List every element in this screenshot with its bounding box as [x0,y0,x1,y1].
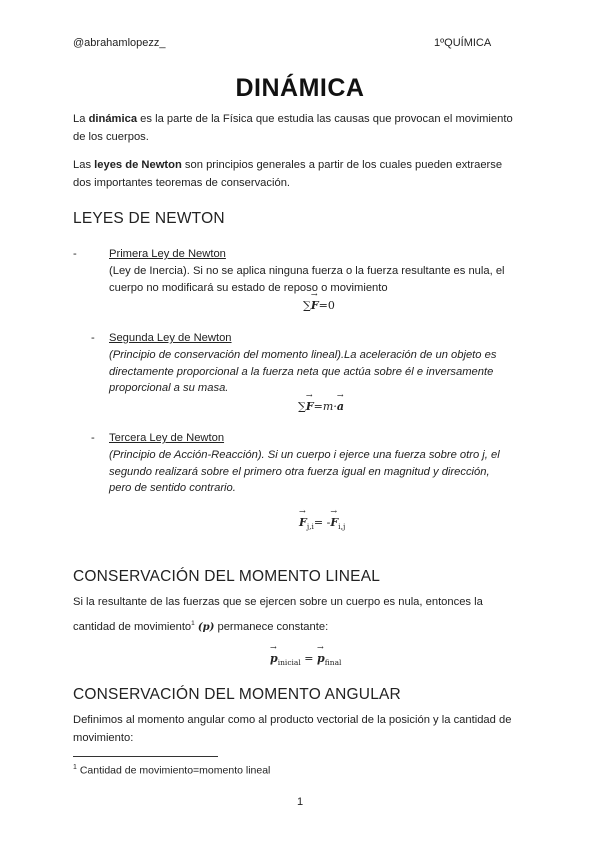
law-1-title: Primera Ley de Newton [109,248,226,260]
page-number: 1 [296,796,304,808]
law-3-formula: → $F_{j,i}= -\to F_{i,j}$ [299,516,345,531]
section-heading-angular-momentum: CONSERVACIÓN DEL MOMENTO ANGULAR [73,686,401,703]
law-3-text: (Principio de Acción-Reacción). Si un cuerpo i ejerce una fuerza sobre otro j, el segundo realizará sobre el primero otra fuerza igual en magnitud y dirección, pero de sentido contrario. [109,449,500,494]
law-1-formula: ∑→ F=0 [303,299,335,312]
section-heading-linear-momentum: CONSERVACIÓN DEL MOMENTO LINEAL [73,568,381,585]
footnote-ref: 1 [191,620,195,627]
law-3-title: Tercera Ley de Newton [109,432,225,444]
footnote-divider [73,756,218,757]
linear-momentum-paragraph: Si la resultante de las fuerzas que se ejercen sobre un cuerpo es nula, entonces la cantidad de movimiento$^1$ (p) permanece constante: [73,596,483,633]
law-2-title: Segunda Ley de Newton [109,332,232,344]
header-subject: 1ºQUÍMICA [434,37,492,49]
intro-paragraph-1: La dinámica es la parte de la Física que estudia las causas que provocan el movimiento de los cuerpos. [73,113,513,143]
law-1-text: (Ley de Inercia). Si no se aplica ninguna fuerza o la fuerza resultante es nula, el cuerpo no modificará su estado de reposo o movimiento [109,265,505,294]
law-2-text: (Principio de conservación del momento lineal).La aceleración de un objeto es directamente proporcional a la fuerza neta que actúa sobre él e inversamente proporcional a su masa. [109,349,497,394]
law-2-formula: ∑→ F=m·→ a [298,400,344,413]
intro-paragraph-2: Las leyes de Newton son principios generales a partir de los cuales pueden extraerse dos importantes teoremas de conservación. [73,159,503,189]
linear-momentum-formula: → $p_{inicial}$ = → $p_{final}$ [270,652,341,667]
header-author: @abrahamlopezz_ [73,37,166,49]
law-3-bullet: - [91,432,95,444]
section-heading-newton: LEYES DE NEWTON [73,210,225,227]
footnote: $^1$ Cantidad de movimiento=momento lineal [73,764,271,777]
law-2-bullet: - [91,332,95,344]
angular-momentum-paragraph: Definimos al momento angular como al producto vectorial de la posición y la cantidad de movimiento: [73,714,512,744]
law-1-bullet: - [73,248,77,260]
page-title: DINÁMICA [235,74,365,102]
